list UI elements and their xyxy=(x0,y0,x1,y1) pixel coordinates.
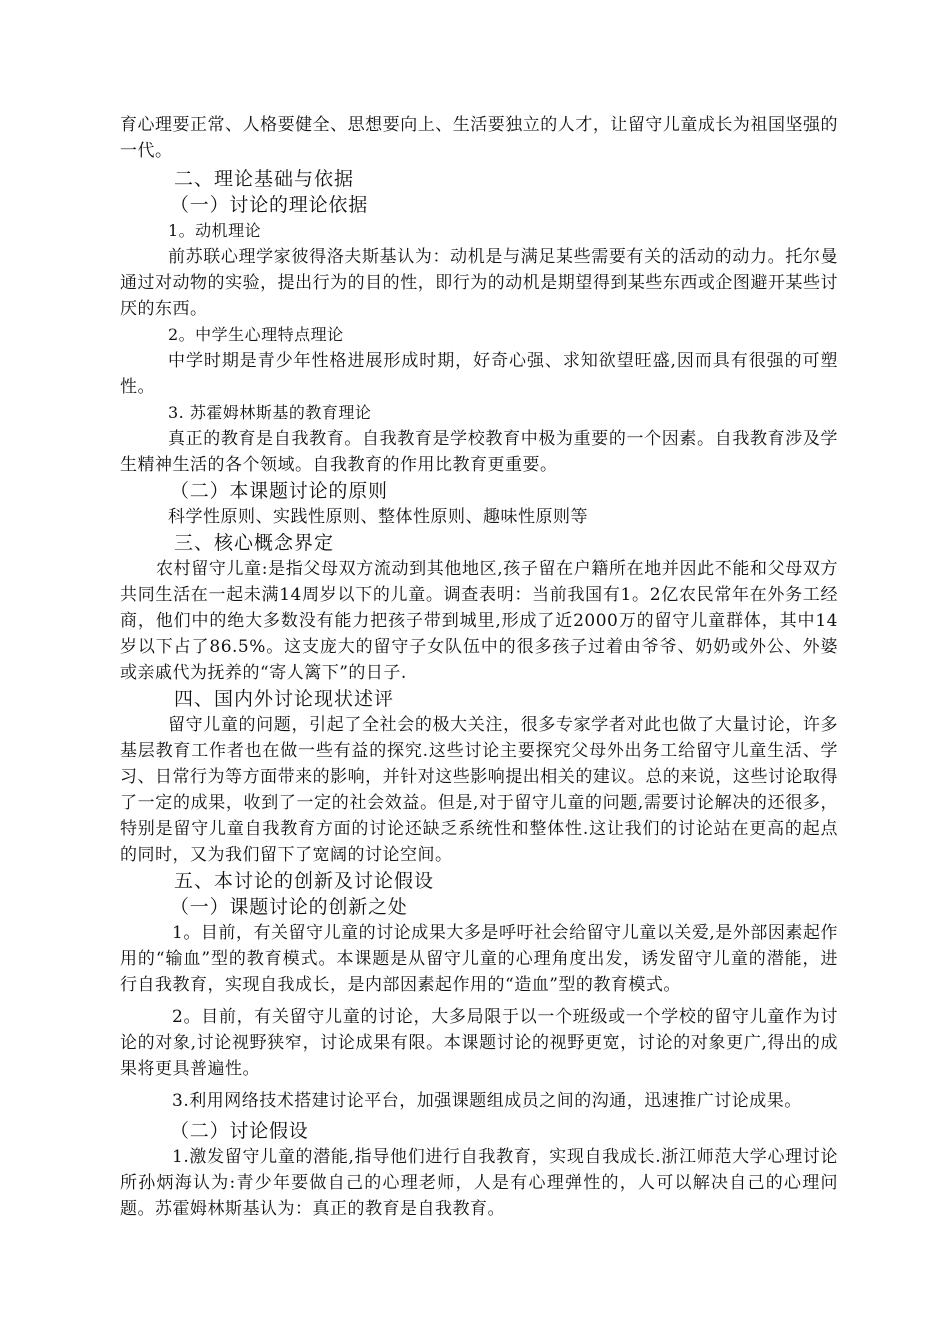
section-heading-innovation: 五、本讨论的创新及讨论假设 xyxy=(174,870,435,892)
subsection-heading-hypothesis: （二）讨论假设 xyxy=(170,1120,309,1142)
paragraph-concepts: 农村留守儿童:是指父母双方流动到其他地区,孩子留在户籍所在地并因此不能和父母双方共同生活在一起未满14周岁以下的儿童。调查表明：当前我国有1。2亿农民常年在外务工经商，他们中的绝大多数没有能力把孩子带到城里,形成了近2000万的留守儿童群体，其中14岁以下占了86.5%。这支庞大的留守子女队伍中的很多孩子过着由爷爷、奶奶或外公、外婆或亲戚代为抚养的“寄人篱下”的日子. xyxy=(120,559,838,683)
paragraph-innovation-2: 2。目前，有关留守儿童的讨论，大多局限于以一个班级或一个学校的留守儿童作为讨论的对象,讨论视野狭窄，讨论成果有限。本课题讨论的视野更宽，讨论的对象更广,得出的成果将更具普遍性。 xyxy=(120,1007,838,1079)
section-heading-concepts: 三、核心概念界定 xyxy=(174,532,335,554)
paragraph-self-education: 真正的教育是自我教育。自我教育是学校教育中极为重要的一个因素。自我教育涉及学生精神生活的各个领域。自我教育的作用比教育更重要。 xyxy=(120,429,838,475)
paragraph-innovation-3: 3.利用网络技术搭建讨论平台，加强课题组成员之间的沟通，迅速推广讨论成果。 xyxy=(172,1091,802,1111)
list-item-middle-school-theory: 2。中学生心理特点理论 xyxy=(168,325,344,344)
paragraph-principles: 科学性原则、实践性原则、整体性原则、趣味性原则等 xyxy=(168,507,588,527)
intro-paragraph: 育心理要正常、人格要健全、思想要向上、生活要独立的人才，让留守儿童成长为祖国坚强的一代。 xyxy=(120,115,838,161)
paragraph-motivation: 前苏联心理学家彼得洛夫斯基认为：动机是与满足某些需要有关的活动的动力。托尔曼通过对动物的实验，提出行为的目的性，即行为的动机是期望得到某些东西或企图避开某些讨厌的东西。 xyxy=(120,247,838,319)
paragraph-middle-school: 中学时期是青少年性格进展形成时期，好奇心强、求知欲望旺盛,因而具有很强的可塑性。 xyxy=(120,351,838,397)
section-heading-theory: 二、理论基础与依据 xyxy=(174,168,355,190)
paragraph-innovation-1: 1。目前，有关留守儿童的讨论成果大多是呼吁社会给留守儿童以关爱,是外部因素起作用的“输血”型的教育模式。本课题是从留守儿童的心理角度出发，诱发留守儿童的潜能，进行自我教育，实现自我成长，是内部因素起作用的“造血”型的教育模式。 xyxy=(120,923,838,995)
paragraph-hypothesis: 1.激发留守儿童的潜能,指导他们进行自我教育，实现自我成长.浙江师范大学心理讨论所孙炳海认为:青少年要做自己的心理老师，人是有心理弹性的，人可以解决自己的心理问题。苏霍姆林斯基认为：真正的教育是自我教育。 xyxy=(120,1147,838,1219)
subsection-heading-theory-basis: （一）讨论的理论依据 xyxy=(170,194,369,216)
subsection-heading-principles: （二）本课题讨论的原则 xyxy=(170,480,388,502)
paragraph-status: 留守儿童的问题，引起了全社会的极大关注，很多专家学者对此也做了大量讨论，许多基层教育工作者也在做一些有益的探究.这些讨论主要探究父母外出务工给留守儿童生活、学习、日常行为等方面带来的影响，并针对这些影响提出相关的建议。总的来说，这些讨论取得了一定的成果，收到了一定的社会效益。但是,对于留守儿童的问题,需要讨论解决的还很多，特别是留守儿童自我教育方面的讨论还缺乏系统性和整体性.这让我们的讨论站在更高的起点的同时，又为我们留下了宽阔的讨论空间。 xyxy=(120,715,838,865)
list-item-sukhomlinsky-theory: 3. 苏霍姆林斯基的教育理论 xyxy=(168,403,372,422)
section-heading-status: 四、国内外讨论现状述评 xyxy=(174,688,395,710)
document-page xyxy=(120,112,838,1222)
subsection-heading-innovation: （一）课题讨论的创新之处 xyxy=(170,896,408,918)
list-item-motivation-theory: 1。动机理论 xyxy=(168,221,262,240)
